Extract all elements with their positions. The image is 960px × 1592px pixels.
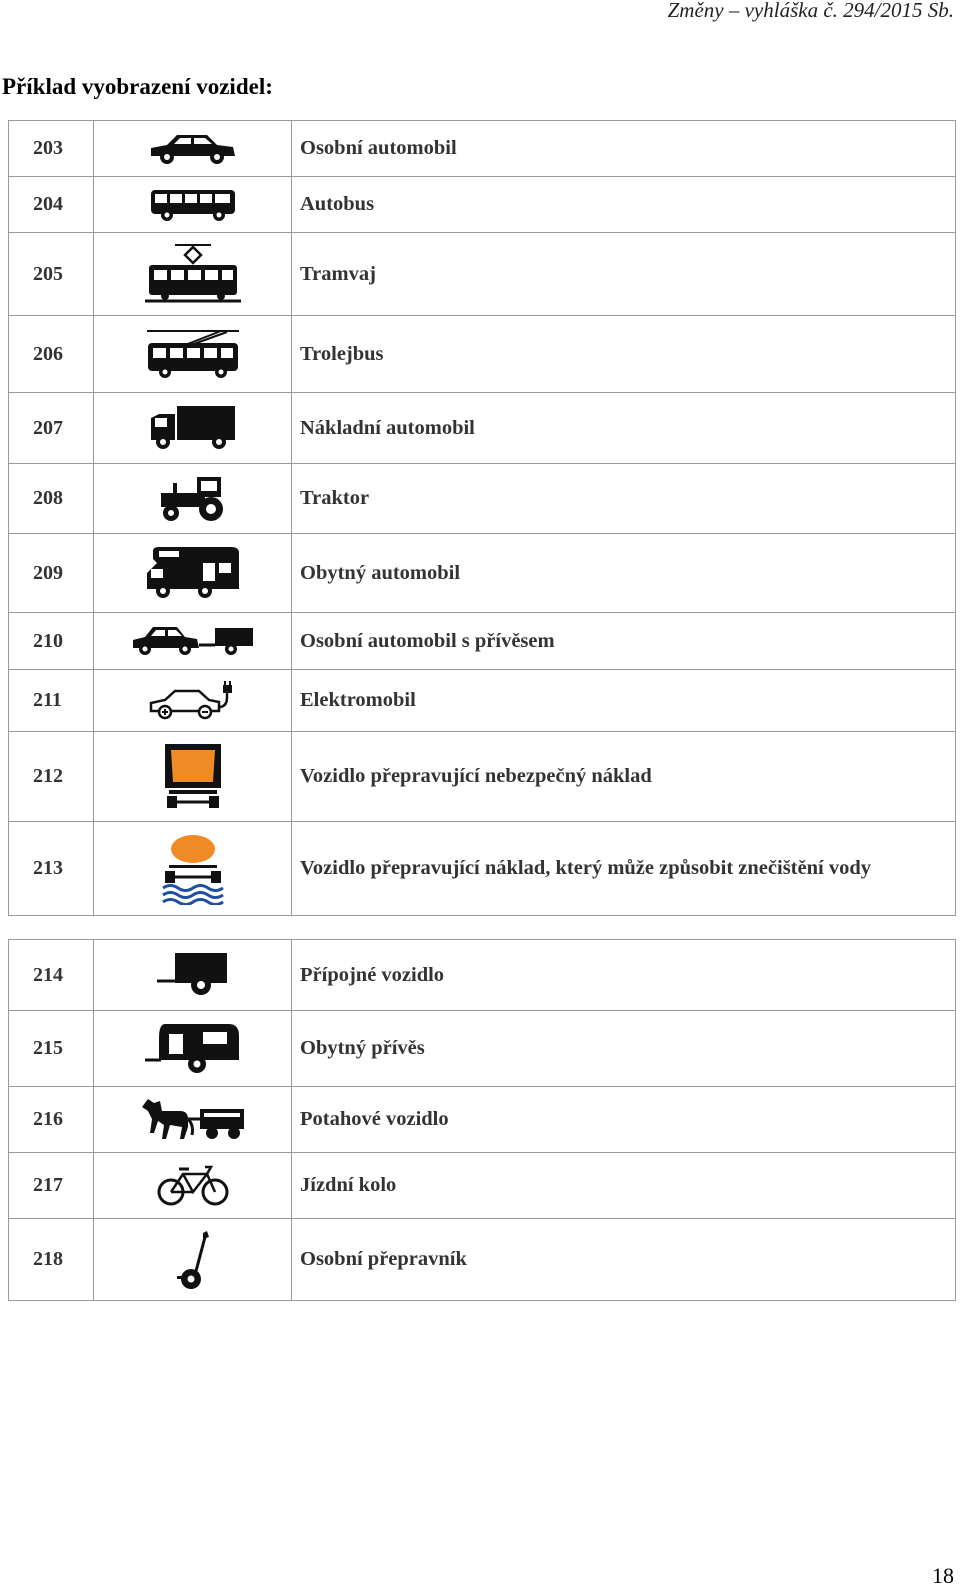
vehicle-code: 210 [9, 613, 94, 670]
vehicle-label: Osobní automobil s přívěsem [292, 613, 956, 670]
vehicle-label: Vozidlo přepravující náklad, který může způsobit znečištění vody [292, 822, 956, 916]
vehicle-code: 211 [9, 670, 94, 732]
electric-car-icon [149, 681, 237, 721]
bus-icon [149, 188, 237, 222]
vehicle-label: Přípojné vozidlo [292, 940, 956, 1011]
vehicle-label: Obytný přívěs [292, 1011, 956, 1087]
vehicle-label: Vozidlo přepravující nebezpečný náklad [292, 732, 956, 822]
table-row [9, 1153, 956, 1219]
table-row [9, 464, 956, 534]
vehicle-code: 206 [9, 316, 94, 393]
vehicle-code: 216 [9, 1087, 94, 1153]
page-number: 18 [932, 1563, 954, 1588]
vehicle-label: Elektromobil [292, 670, 956, 732]
vehicle-label: Obytný automobil [292, 534, 956, 613]
car-with-trailer-icon [131, 624, 255, 658]
horse-cart-icon [140, 1097, 246, 1143]
document-header: Změny – vyhláška č. 294/2015 Sb. [667, 0, 954, 22]
vehicle-code: 204 [9, 177, 94, 233]
section-title: Příklad vyobrazení vozidel: [2, 74, 273, 99]
table-row [9, 613, 956, 670]
table-row [9, 233, 956, 316]
table-row [9, 177, 956, 233]
table-row [9, 732, 956, 822]
vehicle-code: 218 [9, 1219, 94, 1301]
water-pollutant-cargo-icon [161, 833, 225, 905]
vehicle-code: 203 [9, 121, 94, 177]
table-row [9, 121, 956, 177]
vehicle-label: Osobní přepravník [292, 1219, 956, 1301]
vehicle-label: Potahové vozidlo [292, 1087, 956, 1153]
vehicle-code: 209 [9, 534, 94, 613]
truck-icon [149, 404, 237, 452]
trailer-icon [157, 951, 229, 999]
tram-icon [145, 243, 241, 305]
vehicle-label: Jízdní kolo [292, 1153, 956, 1219]
table-row [9, 822, 956, 916]
table-row [9, 534, 956, 613]
vehicle-code: 207 [9, 393, 94, 464]
vehicle-label: Osobní automobil [292, 121, 956, 177]
trolleybus-icon [145, 327, 241, 381]
vehicle-table-2 [8, 939, 956, 1301]
vehicle-code: 212 [9, 732, 94, 822]
table-row [9, 316, 956, 393]
car-icon [149, 132, 237, 166]
vehicle-code: 217 [9, 1153, 94, 1219]
personal-transporter-icon [173, 1229, 213, 1291]
vehicle-label: Autobus [292, 177, 956, 233]
vehicle-code: 205 [9, 233, 94, 316]
vehicle-label: Traktor [292, 464, 956, 534]
vehicle-label: Tramvaj [292, 233, 956, 316]
tractor-icon [157, 475, 229, 523]
table-row [9, 393, 956, 464]
table-row [9, 1087, 956, 1153]
caravan-icon [145, 1022, 241, 1076]
vehicle-table-1 [8, 120, 956, 916]
vehicle-code: 213 [9, 822, 94, 916]
table-row [9, 940, 956, 1011]
bicycle-icon [157, 1164, 229, 1208]
vehicle-code: 208 [9, 464, 94, 534]
vehicle-label: Trolejbus [292, 316, 956, 393]
vehicle-code: 215 [9, 1011, 94, 1087]
vehicle-label: Nákladní automobil [292, 393, 956, 464]
hazardous-cargo-icon [163, 742, 223, 812]
vehicle-code: 214 [9, 940, 94, 1011]
table-row [9, 1219, 956, 1301]
table-row [9, 1011, 956, 1087]
motorhome-icon [145, 545, 241, 601]
table-row [9, 670, 956, 732]
